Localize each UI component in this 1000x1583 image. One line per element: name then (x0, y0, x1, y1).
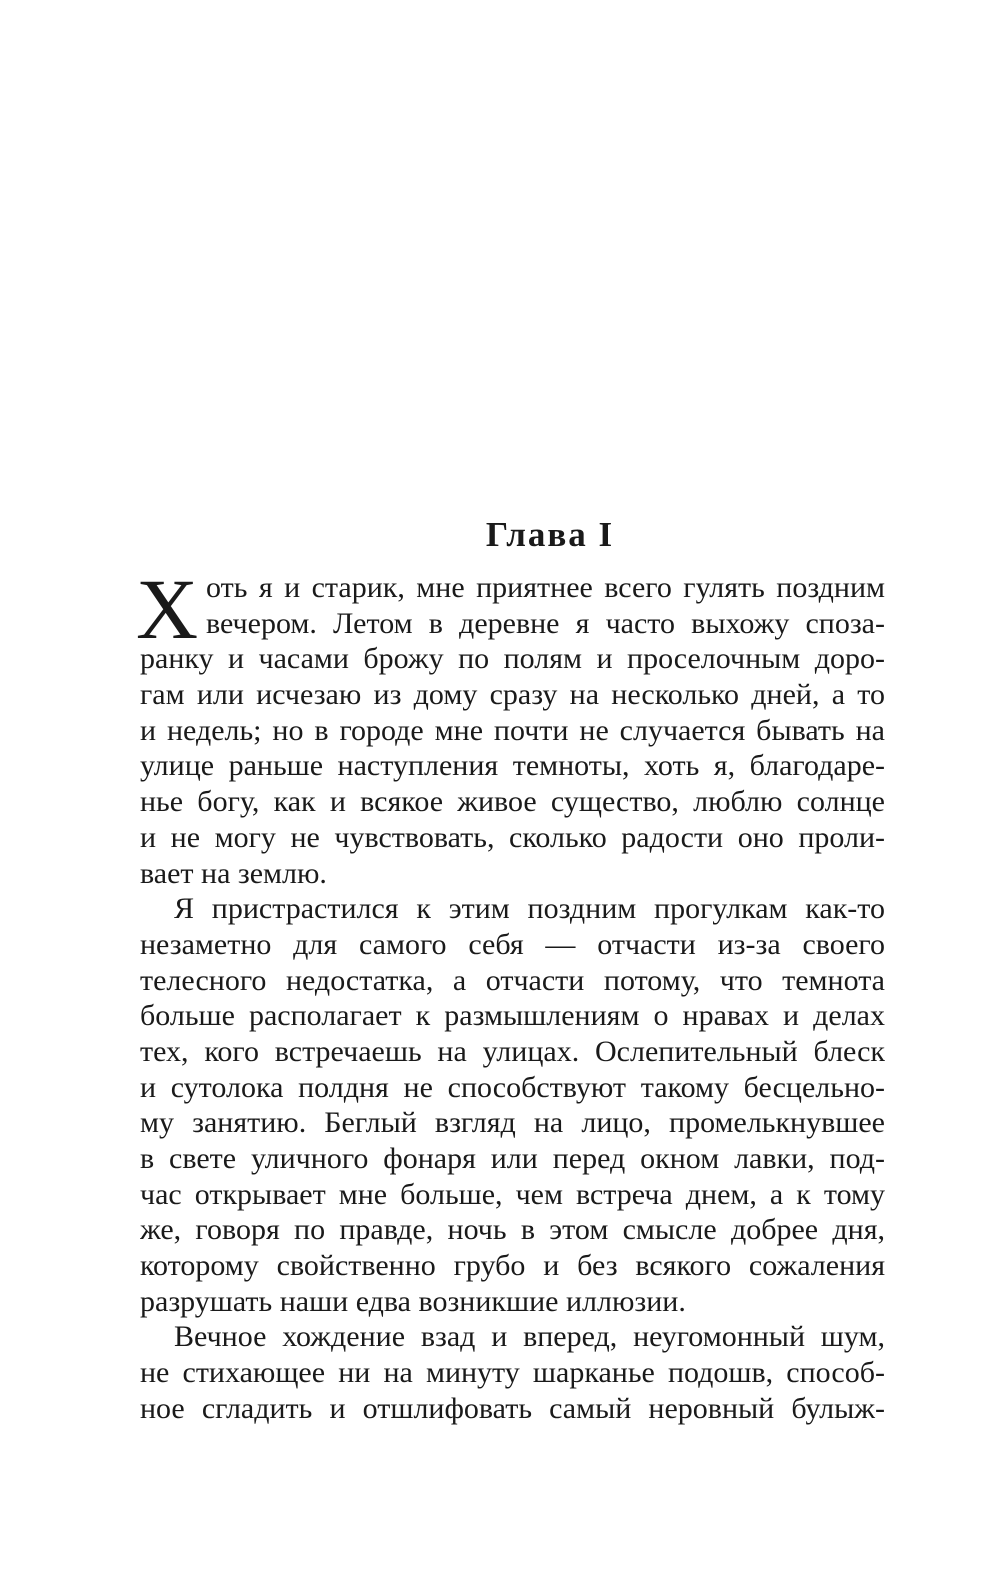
text-line: оть я и старик, мне приятнее всего гулять поздним (206, 571, 885, 604)
text-line: телесного недостатка, а отчасти потому, что темнота (140, 963, 885, 997)
text-line: Я пристрастился к этим поздним прогулкам как-то (174, 892, 885, 926)
text-line: му занятию. Беглый взгляд на лицо, промелькнувшее (140, 1106, 885, 1140)
text-line: незаметно для самого себя — отчасти из-за своего (140, 927, 885, 961)
text-line: нье богу, как и всякое живое существо, люблю солнце (140, 785, 885, 819)
text-line: гам или исчезаю из дому сразу на несколько дней, а то (140, 678, 885, 712)
body-text (136, 561, 885, 1427)
text-line: улице раньше наступления темноты, хоть я, благодаре- (140, 749, 885, 783)
text-line: не стихающее ни на минуту шарканье подошв, способ- (140, 1356, 885, 1390)
text-line: и сутолока полдня не способствуют такому бесцельно- (140, 1070, 885, 1104)
text-line: час открывает мне больше, чем встреча днем, а к тому (140, 1177, 885, 1211)
text-line: вает на землю. (140, 856, 327, 890)
text-line: которому свойственно грубо и без всякого сожаления (140, 1249, 885, 1283)
drop-cap-letter: Х (136, 561, 199, 657)
chapter-title: Глава I (485, 515, 615, 554)
text-line: вечером. Летом в деревне я часто выхожу споза- (206, 606, 885, 640)
text-line: и не могу не чувствовать, сколько радости оно проли- (140, 820, 885, 854)
text-line: разрушать наши едва возникшие иллюзии. (140, 1284, 686, 1318)
paragraph-2 (140, 891, 885, 1319)
text-line: больше располагает к размышлениям о нравах и делах (140, 999, 885, 1033)
text-line: и недель; но в городе мне почти не случается бывать на (140, 713, 885, 747)
text-line: же, говоря по правде, ночь в этом смысле добрее дня, (140, 1213, 885, 1247)
text-line: Вечное хождение взад и вперед, неугомонный шум, (174, 1320, 885, 1354)
text-line: в свете уличного фонаря или перед окном лавки, под- (140, 1142, 885, 1175)
text-line: ное сгладить и отшлифовать самый неровный булыж- (140, 1391, 885, 1425)
text-line: тех, кого встречаешь на улицах. Ослепительный блеск (140, 1034, 885, 1068)
paragraph-1 (136, 561, 885, 891)
text-line: ранку и часами брожу по полям и проселочным доро- (140, 642, 885, 676)
paragraph-3 (140, 1319, 885, 1426)
